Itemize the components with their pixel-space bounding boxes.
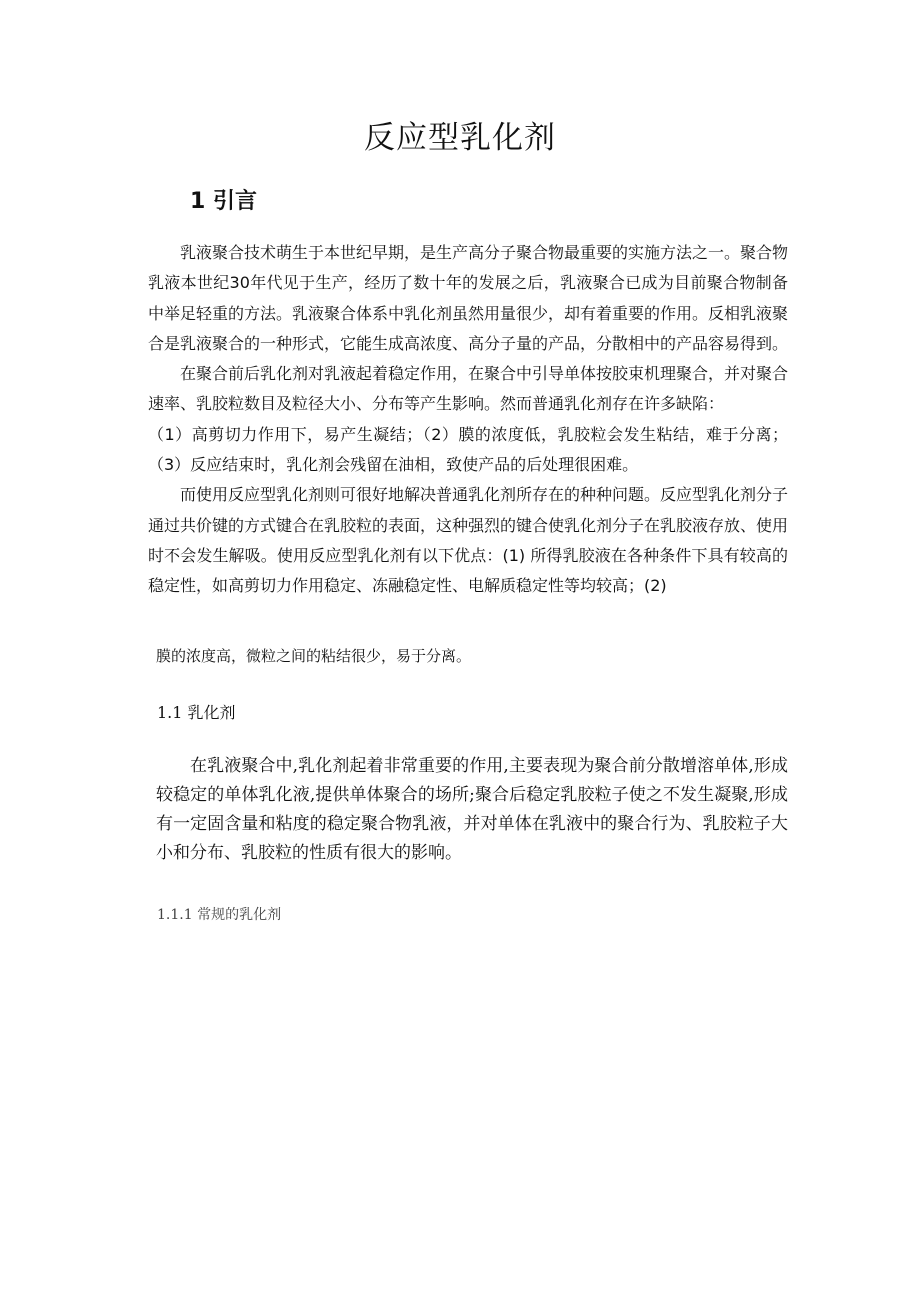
emulsifier-body xyxy=(156,752,788,868)
paragraph: 在聚合前后乳化剂对乳液起着稳定作用，在聚合中引导单体按胶束机理聚合，并对聚合速率、乳胶粒数目及粒径大小、分布等产生影响。然而普通乳化剂存在许多缺陷： xyxy=(148,364,789,414)
paragraph: 而使用反应型乳化剂则可很好地解决普通乳化剂所存在的种种问题。反应型乳化剂分子通过共价键的方式键合在乳胶粒的表面，这种强烈的键合使乳化剂分子在乳胶液存放、使用时不会发生解吸。使用反应型乳化剂有以下优点：(1) 所得乳胶液在各种条件下具有较高的稳定性，如高剪切力作用稳定、冻融稳定性、电解质稳定性等均较高；(2) xyxy=(148,485,789,596)
page-title: 反应型乳化剂 xyxy=(364,120,556,156)
paragraph: （1）高剪切力作用下，易产生凝结；（2）膜的浓度低，乳胶粒会发生粘结，难于分离；（3）反应结束时，乳化剂会残留在油相，致使产品的后处理很困难。 xyxy=(148,424,788,475)
section-heading-introduction: 1 引言 xyxy=(190,189,257,214)
paragraph: 在乳液聚合中,乳化剂起着非常重要的作用,主要表现为聚合前分散增溶单体,形成较稳定的单体乳化液,提供单体聚合的场所;聚合后稳定乳胶粒子使之不发生凝聚,形成有一定固含量和粘度的稳定聚合物乳液，并对单体在乳液中的聚合行为、乳胶粒子大小和分布、乳胶粒的性质有很大的影响。 xyxy=(156,756,788,863)
paragraph: 乳液聚合技术萌生于本世纪早期，是生产高分子聚合物最重要的实施方法之一。聚合物乳液本世纪30年代见于生产，经历了数十年的发展之后，乳液聚合已成为目前聚合物制备中举足轻重的方法。乳液聚合体系中乳化剂虽然用量很少，却有着重要的作用。反相乳液聚合是乳液聚合的一种形式，它能生成高浓度、高分子量的产品，分散相中的产品容易得到。 xyxy=(148,243,789,353)
introduction-body xyxy=(148,238,788,602)
section-heading-conventional-emulsifier: 1.1.1 常规的乳化剂 xyxy=(157,907,282,923)
section-heading-emulsifier: 1.1 乳化剂 xyxy=(157,703,236,722)
paragraph-continuation: 膜的浓度高，微粒之间的粘结很少，易于分离。 xyxy=(156,647,472,665)
